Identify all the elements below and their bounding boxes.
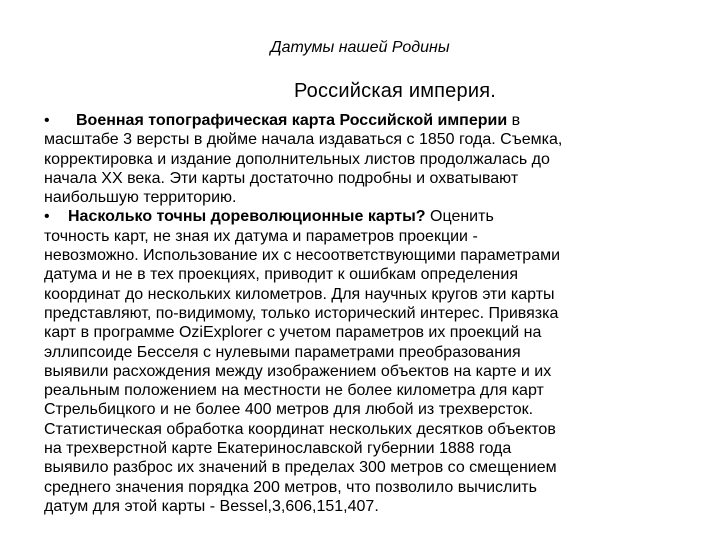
body-line: точность карт, не зная их датума и параметров проекции - [44,227,478,245]
bullet-1-bold-lead: Военная топографическая карта Российской империи [76,112,508,129]
body-line: координат до нескольких километров. Для научных кругов эти карты [44,285,555,303]
body-line: выявило разброс их значений в пределах 300 метров со смещением [44,459,557,477]
body-line: наибольшую территорию. [44,189,237,207]
body-line: датума и не в тех проекциях, приводит к ошибкам определения [44,266,518,284]
body-line: реальным положением на местности не более километра для карт [44,382,544,400]
bullet-2-line-0 [44,207,720,226]
body-line: эллипсоиде Бесселя с нулевыми параметрами преобразования [44,343,521,361]
body-line: Статистическая обработка координат нескольких десятков объектов [44,420,556,438]
body-line: выявили расхождения между изображением объектов на карте и их [44,362,552,380]
body-line: среднего значения порядка 200 метров, что позволило вычислить [44,478,537,496]
slide-header: Датумы нашей Родины [270,39,450,56]
bullet-2-bold-lead: Насколько точны дореволюционные карты? [68,208,426,226]
bullet-paragraph-1 [44,111,720,207]
bullet-1-line-0 [44,111,720,130]
bullet-2-text: Оценить [430,208,494,226]
bullet-1-text: в [511,112,521,129]
body-line: представляют, по-видимому, только исторический интерес. Привязка [44,304,559,322]
body-line: корректировка и издание дополнительных листов продолжалась до [44,150,550,168]
body-line: начала XX века. Эти карты достаточно подробны и охватывают [44,169,519,187]
body-line: невозможно. Использование их с несоответствующими параметрами [44,247,561,265]
slide-title: Российская империя. [294,80,496,102]
slide-body [44,111,720,516]
bullet-icon: • [44,112,50,129]
body-line: на трехверстной карте Екатеринославской губернии 1888 года [44,440,512,458]
body-line: масштабе 3 версты в дюйме начала издаваться с 1850 года. Съемка, [44,131,563,149]
bullet-paragraph-2 [44,207,720,516]
body-line: датум для этой карты - Bessel,3,606,151,407. [44,497,379,515]
body-line: Стрельбицкого и не более 400 метров для любой из трехверсток. [44,401,534,419]
body-line: карт в программе OziExplorer с учетом параметров их проекций на [44,324,542,342]
bullet-icon: • [44,208,50,226]
